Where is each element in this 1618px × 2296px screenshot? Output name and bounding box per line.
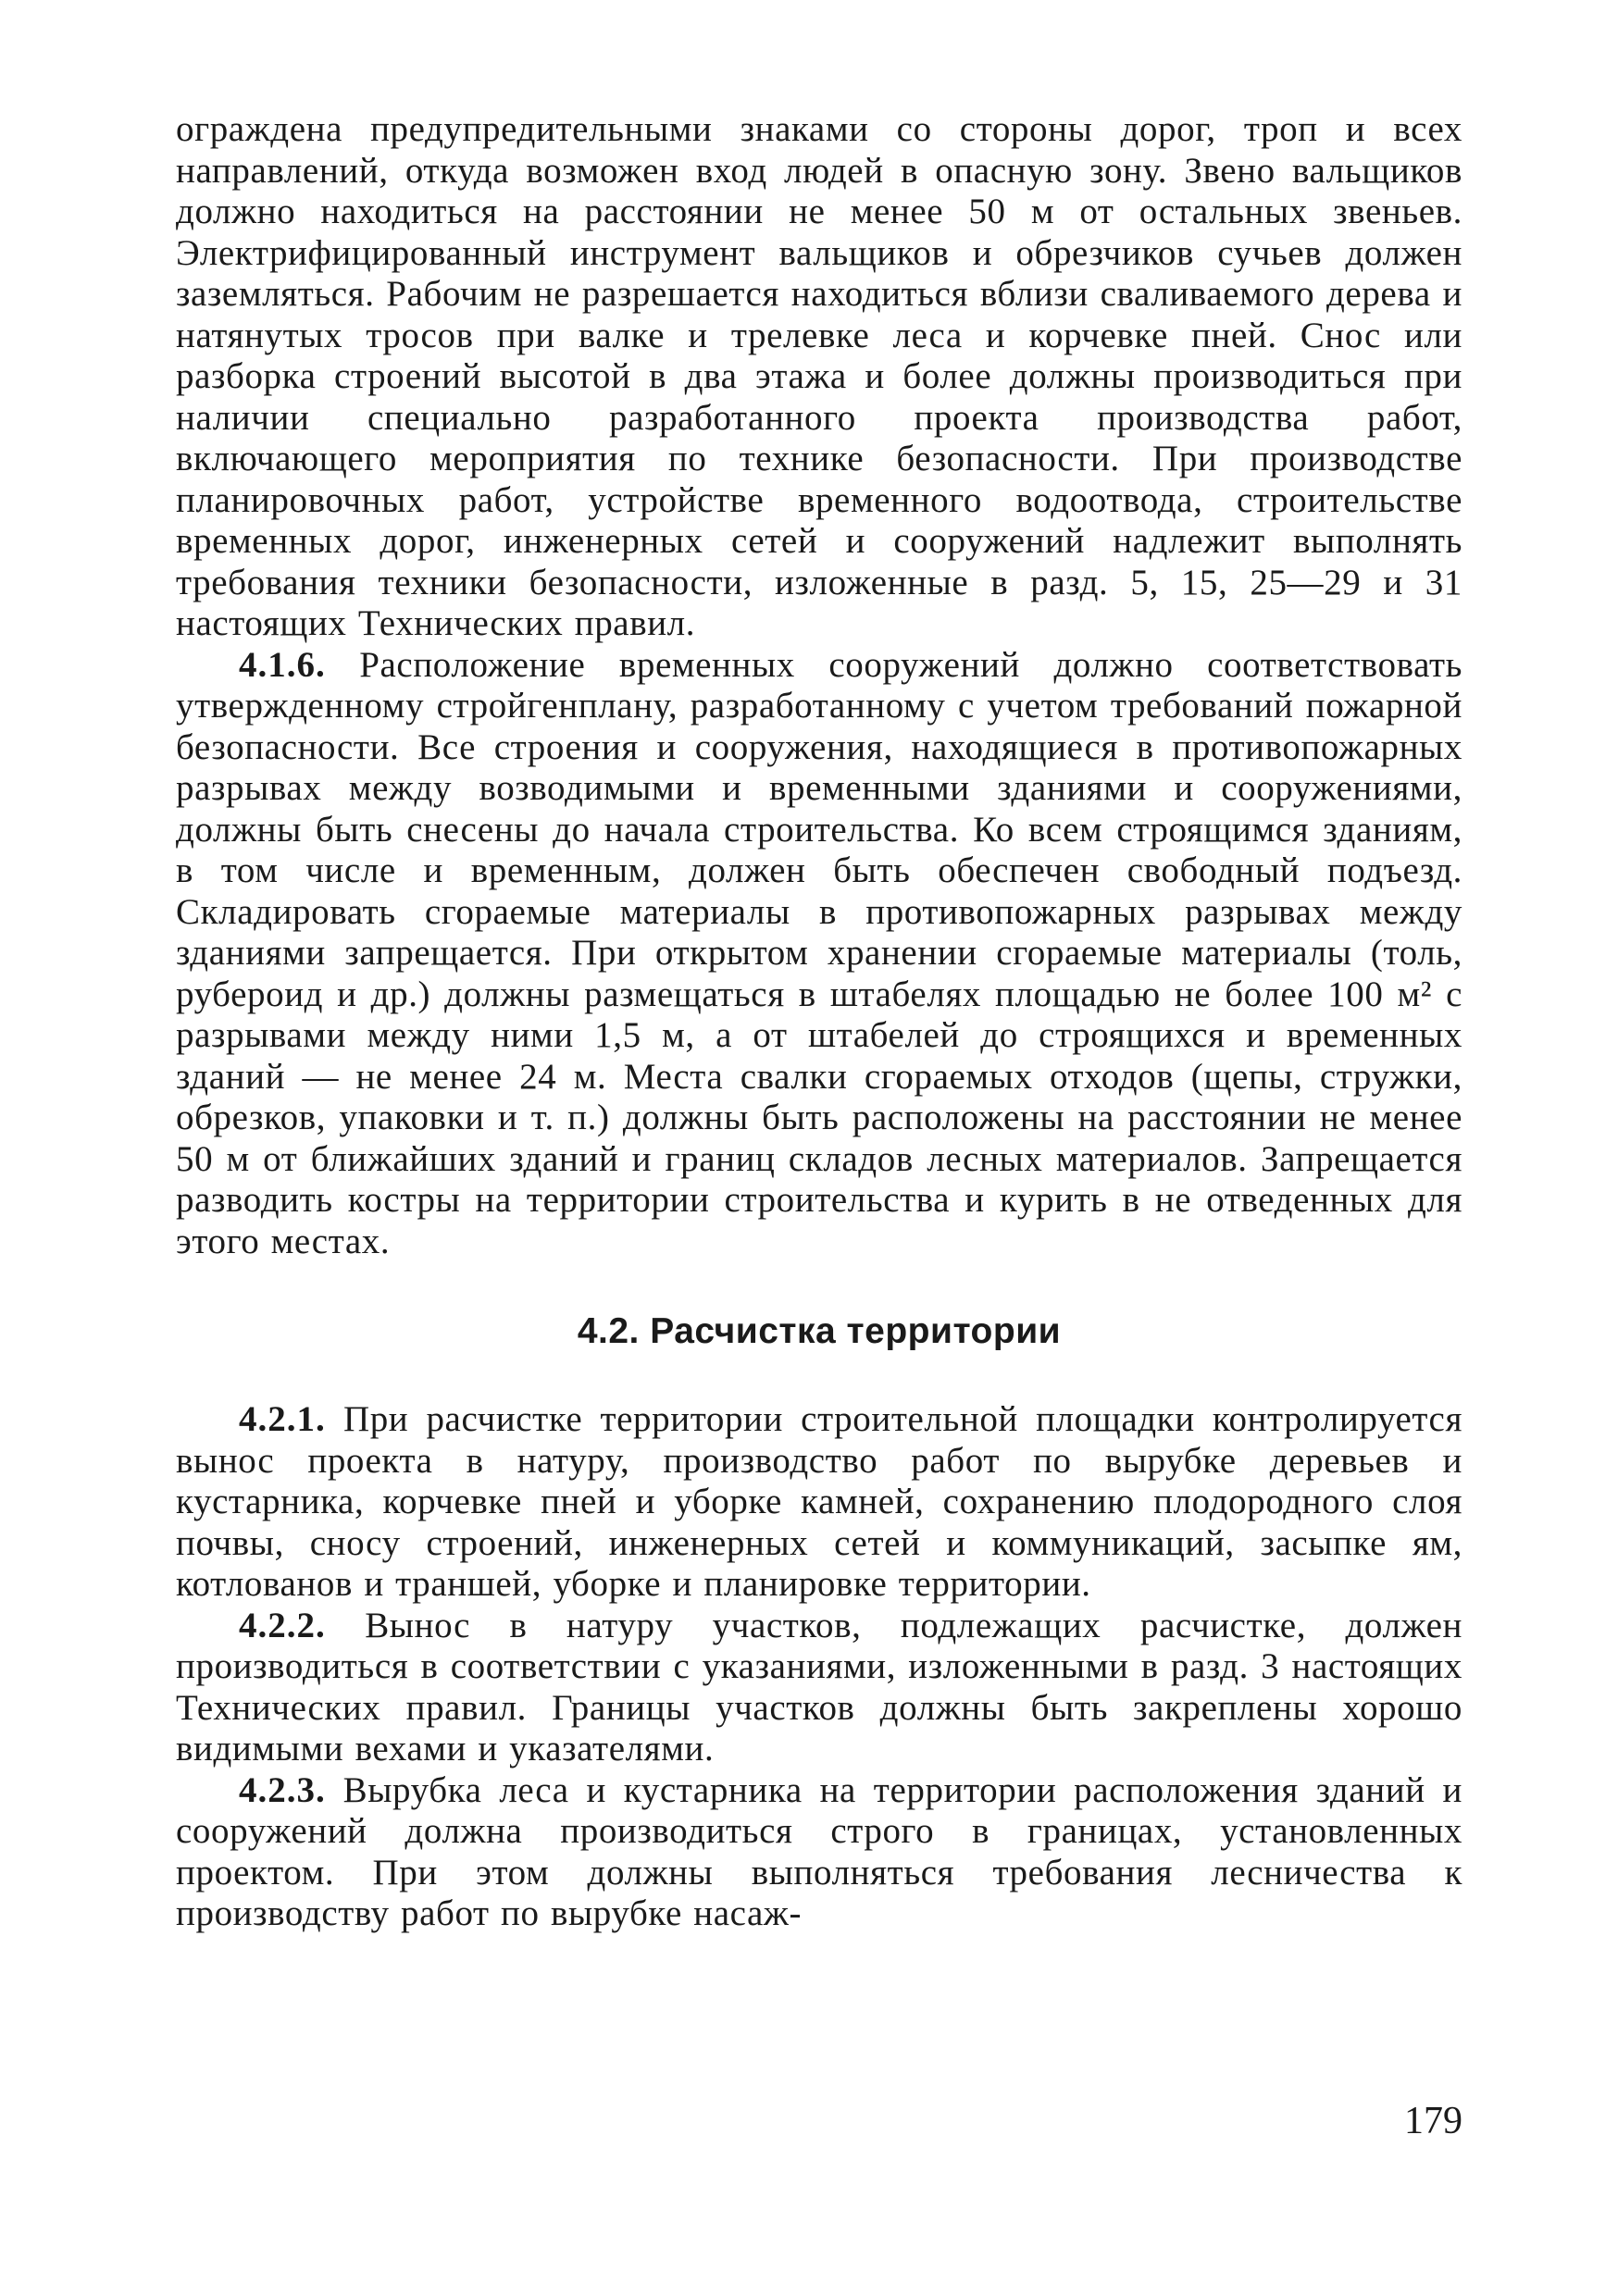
paragraph-text: Вырубка леса и кустарника на территории расположения зданий и сооружений должна производиться строго в границах, установленных проектом. При этом должны выполняться требования лесничества к производству работ по вырубке насаж- (176, 1769, 1462, 1933)
page-number: 179 (1404, 2100, 1462, 2142)
paragraph-4-2-2 (176, 1606, 1462, 1770)
paragraph-text: При расчистке территории строительной площадки контролируется вынос проекта в натуру, производство работ по вырубке деревьев и кустарника, корчевке пней и уборке камней, сохранению плодородного слоя почвы, сносу строений, инженерных сетей и коммуникаций, засыпке ям, котлованов и траншей, уборке и планировке территории. (176, 1399, 1463, 1604)
paragraph-number: 4.2.2. (239, 1605, 326, 1645)
paragraph-4-2-3 (176, 1770, 1462, 1935)
page-body (176, 109, 1462, 1935)
section-heading: 4.2. Расчистка территории (577, 1311, 1062, 1351)
paragraph-number: 4.1.6. (239, 644, 326, 685)
paragraph-text: Расположение временных сооружений должно соответствовать утвержденному стройгенплану, разработанному с учетом требований пожарной безопасности. Все строения и сооружения, находящиеся в противопожарных разрывах между возводимыми и временными зданиями и сооружениями, должны быть снесены до начала строительства. Ко всем строящимся зданиям, в том числе и временным, должен быть обеспечен свободный подъезд. Складировать сгораемые материалы в противопожарных разрывах между зданиями запрещается. При открытом хранении сгораемые материалы (толь, рубероид и др.) должны размещаться в штабелях площадью не более 100 м² с разрывами между ними 1,5 м, а от штабелей до строящихся и временных зданий — не менее 24 м. Места свалки сгораемых отходов (щепы, стружки, обрезков, упаковки и т. п.) должны быть расположены на расстоянии не менее 50 м от ближайших зданий и границ складов лесных материалов. Запрещается разводить костры на территории строительства и курить в не отведенных для этого местах. (176, 644, 1462, 1261)
paragraph-4-1-6 (176, 645, 1462, 1263)
paragraph-text: Вынос в натуру участков, подлежащих расчистке, должен производиться в соответствии с указаниями, изложенными в разд. 3 настоящих Технических правил. Границы участков должны быть закреплены хорошо видимыми вехами и указателями. (176, 1605, 1462, 1769)
paragraph-text: ограждена предупредительными знаками со стороны дорог, троп и всех направлений, откуда возможен вход людей в опасную зону. Звено вальщиков должно находиться на расстоянии не менее 50 м от остальных звеньев. Электрифицированный инструмент вальщиков и обрезчиков сучьев должен заземляться. Рабочим не разрешается находиться вблизи сваливаемого дерева и натянутых тросов при валке и трелевке леса и корчевке пней. Снос или разборка строений высотой в два этажа и более должны производиться при наличии специально разработанного проекта производства работ, включающего мероприятия по технике безопасности. При производстве планировочных работ, устройстве временного водоотвода, строительстве временных дорог, инженерных сетей и сооружений надлежит выполнять требования техники безопасности, изложенные в разд. 5, 15, 25—29 и 31 настоящих Технических правил. (176, 109, 1462, 643)
paragraph-number: 4.2.3. (239, 1769, 326, 1810)
paragraph-number: 4.2.1. (239, 1399, 326, 1439)
paragraph-4-2-1 (176, 1399, 1462, 1606)
paragraph-continuation (176, 109, 1462, 645)
